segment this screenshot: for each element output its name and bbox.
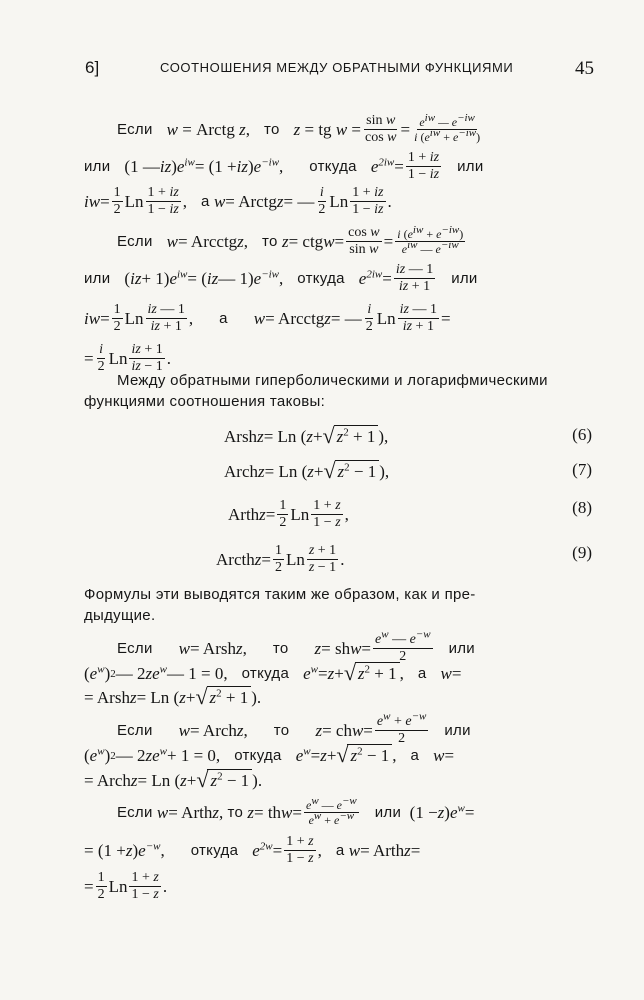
derivation-arsh-2: ( $e^w$ ) 2 — 2 $ze^w$ — 1 = 0, откуда $e^w$ = z + √ $z^2 + 1$ , а w = <box>84 660 462 685</box>
paragraph-derivation-1: Формулы эти выводятся таким же образом, как и пре- <box>84 586 476 603</box>
formula-arsh: Arsh z = Ln ( z + √ $z^2 + 1$ ), <box>224 423 389 448</box>
paragraph-derivation-2: дыдущие. <box>84 607 156 624</box>
formula-line-arcctg-3: iw = $\frac{1}{2}$ Ln $\frac{iz — 1}{iz + 1}$ , а w = Arcctg z = — $\frac{i}{2}$ Ln $\frac{iz — 1}{iz + 1}$ = <box>84 302 451 334</box>
paragraph-hyperbolic-intro-1: Между обратными гиперболическими и логарифмическими <box>117 372 548 389</box>
formula-line-arcctg-1: Если w = Arcctg z , то z = ctg w = $\frac{\text{cos w}}{\text{sin w}}$ = $\frac{i (e^{iw} + e^{-iw})}{e^{iw} — e^{-iw}}$ <box>117 224 464 257</box>
derivation-arsh-3: = Arsh z = Ln ( z + √ $z^2 + 1$ ). <box>84 684 262 709</box>
derivation-arch-3: = Arch z = Ln ( z + √ $z^2 - 1$ ). <box>84 767 263 792</box>
formula-line-arctg-2: или (1 — iz ) $e^{iw}$ = (1 + iz ) $e^{-iw}$ , откуда $e^{2iw}$ = $\frac{1 + iz}{1 - iz}$ или <box>84 150 484 182</box>
page-header <box>85 58 594 82</box>
formula-line-arcctg-2: или ( iz + 1) $e^{iw}$ = ( iz — 1) $e^{-iw}$ , откуда $e^{2iw}$ = $\frac{iz — 1}{iz + 1}$ или <box>84 262 478 294</box>
formula-arcth: Arcth z = $\frac{1}{2}$ Ln $\frac{z + 1}{z - 1}$ . <box>216 543 345 575</box>
formula-line-arctg-3: iw = $\frac{1}{2}$ Ln $\frac{1 + iz}{1 - iz}$ , а w = Arctg z = — $\frac{i}{2}$ Ln $\frac{1 + iz}{1 - iz}$ . <box>84 185 392 217</box>
equation-number-9: (9) <box>572 543 592 562</box>
derivation-arth-2: = (1 + z ) $e^{-w}$ , откуда $e^{2w}$ = $\frac{1 + z}{1 - z}$ , а w = Arth z = <box>84 834 421 866</box>
formula-arth: Arth z = $\frac{1}{2}$ Ln $\frac{1 + z}{1 - z}$ , <box>228 498 349 530</box>
derivation-arch-2: ( $e^w$ ) 2 — 2 $ze^w$ + 1 = 0, откуда $e^w$ = z + √ $z^2 - 1$ , а w = <box>84 742 455 767</box>
equation-number-7: (7) <box>572 460 592 479</box>
derivation-arth-1: Если w = Arth z , то z = th w = $\frac{e^w — e^{-w}}{e^w + e^{-w}}$ или (1 − z ) $e^w$ = <box>117 795 475 827</box>
formula-line-arcctg-4: = $\frac{i}{2}$ Ln $\frac{iz + 1}{iz - 1}$ . <box>84 342 171 374</box>
page-number: 45 <box>575 58 594 79</box>
derivation-arsh-1: Если w = Arsh z , то z = sh w = $\frac{e^w — e^{-w}}{2}$ или <box>117 628 475 664</box>
equation-number-6: (6) <box>572 425 592 444</box>
formula-line-arctg-1: Если w = Arctg z , то z = tg w = $\frac{\text{sin w}}{\text{cos w}}$ = $\frac{e^{iw} — e^{-iw}}{i (e^{iw} + e^{-iw})}$ <box>117 112 481 145</box>
derivation-arth-3: = $\frac{1}{2}$ Ln $\frac{1 + z}{1 - z}$ . <box>84 870 168 902</box>
formula-arch: Arch z = Ln ( z + √ $z^2 - 1$ ), <box>224 458 390 483</box>
running-title: СООТНОШЕНИЯ МЕЖДУ ОБРАТНЫМИ ФУНКЦИЯМИ <box>160 60 514 75</box>
derivation-arch-1: Если w = Arch z , то z = ch w = $\frac{e^w + e^{-w}}{2}$ или <box>117 710 471 746</box>
section-number: 6] <box>85 58 100 77</box>
paragraph-hyperbolic-intro-2: функциями соотношения таковы: <box>84 393 326 410</box>
equation-number-8: (8) <box>572 498 592 517</box>
